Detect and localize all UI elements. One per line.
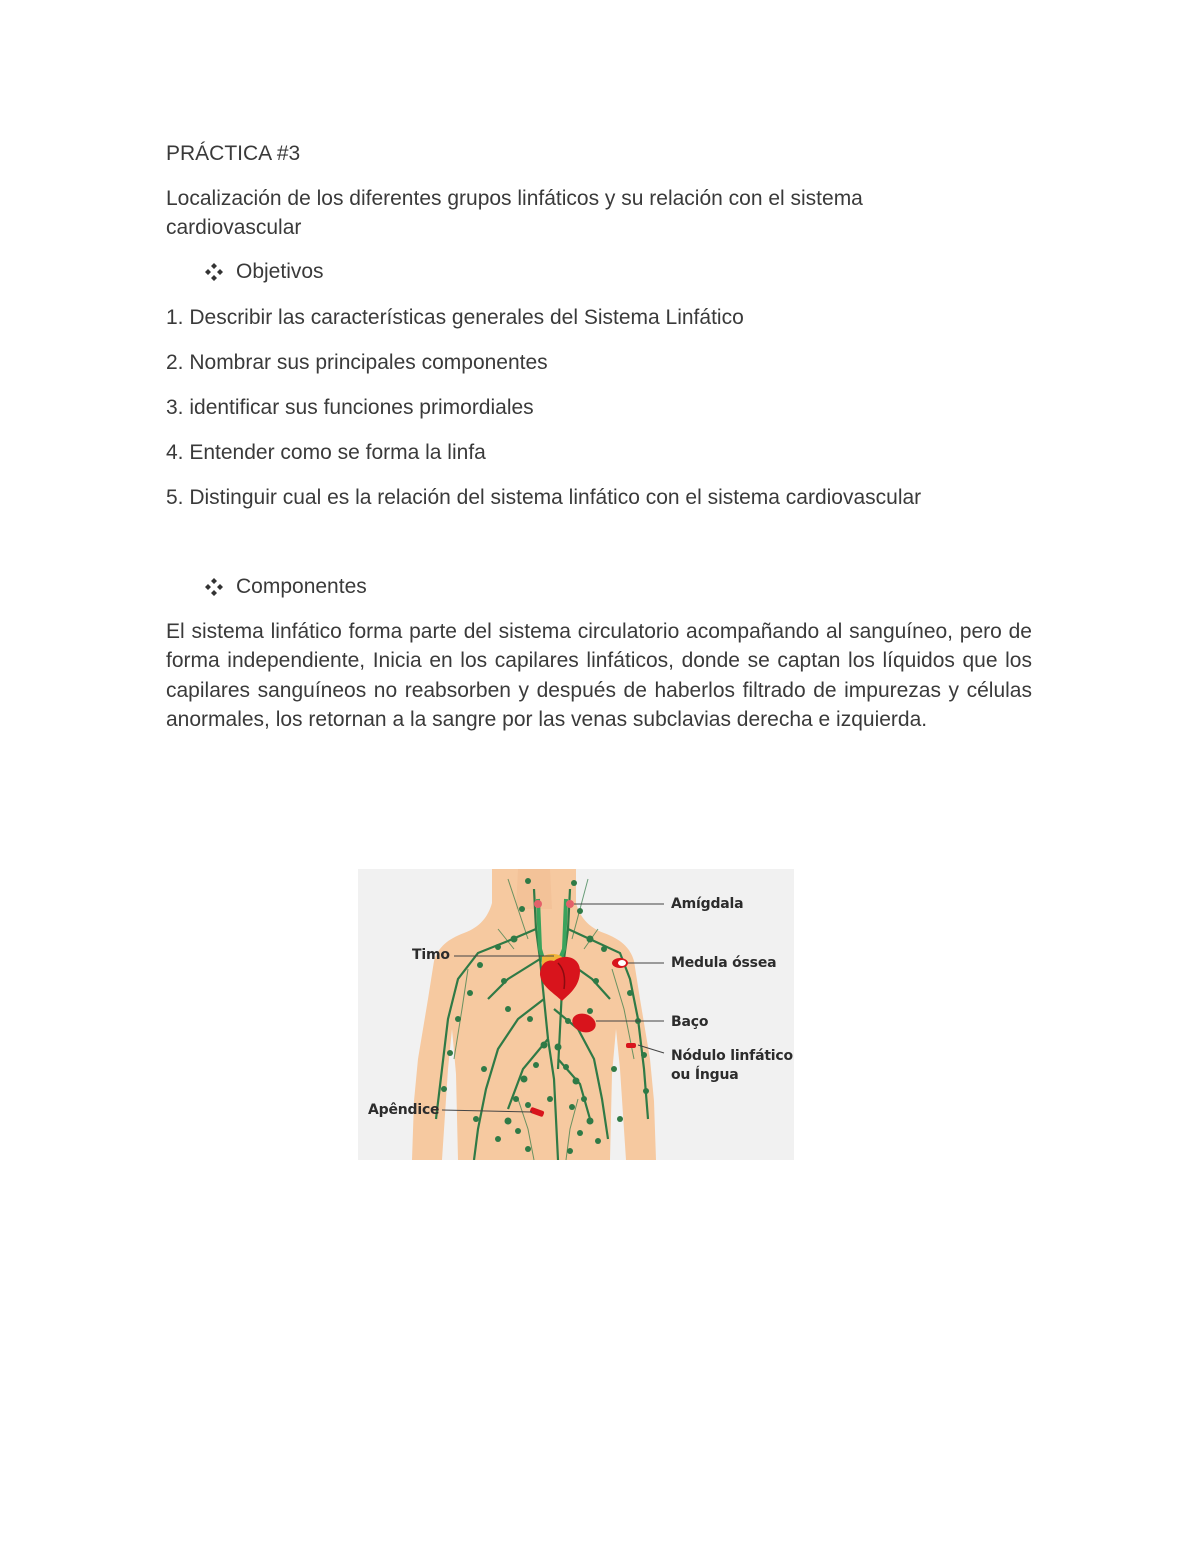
lymphatic-system-figure <box>358 869 794 1160</box>
label-apendice: Apêndice <box>368 1102 440 1118</box>
four-diamond-bullet-icon <box>204 577 224 597</box>
components-heading-label: Componentes <box>236 575 367 598</box>
objective-item: 3. identificar sus funciones primordiales <box>166 396 534 419</box>
label-baco: Baço <box>671 1014 709 1030</box>
objective-item: 1. Describir las características generales del Sistema Linfático <box>166 306 744 329</box>
objective-item: 5. Distinguir cual es la relación del sistema linfático con el sistema cardiovascular <box>166 486 922 509</box>
components-paragraph: El sistema linfático forma parte del sistema circulatorio acompañando al sanguíneo, pero de forma independiente, Inicia en los capilares linfáticos, donde se captan los líquidos que los capilares sanguíneos no reabsorben y después de haberlos filtrado de impurezas y células anormales, los retornan a la sangre por las venas subclavias derecha e izquierda. <box>166 620 1032 732</box>
four-diamond-bullet-icon <box>204 262 224 282</box>
label-timo: Timo <box>412 947 450 963</box>
objective-item: 4. Entender como se forma la linfa <box>166 441 486 464</box>
label-nodulo-line1: Nódulo linfático <box>671 1048 793 1064</box>
objective-item: 2. Nombrar sus principales componentes <box>166 351 548 374</box>
page-title: PRÁCTICA #3 <box>166 142 301 165</box>
objectives-heading <box>204 257 324 286</box>
label-amigdala: Amígdala <box>671 896 744 912</box>
label-nodulo-line2: ou Íngua <box>671 1067 739 1083</box>
components-heading <box>204 572 367 601</box>
objectives-heading-label: Objetivos <box>236 260 324 283</box>
page-subtitle: Localización de los diferentes grupos linfáticos y su relación con el sistema cardiovascular <box>166 187 863 239</box>
label-medula: Medula óssea <box>671 955 777 971</box>
